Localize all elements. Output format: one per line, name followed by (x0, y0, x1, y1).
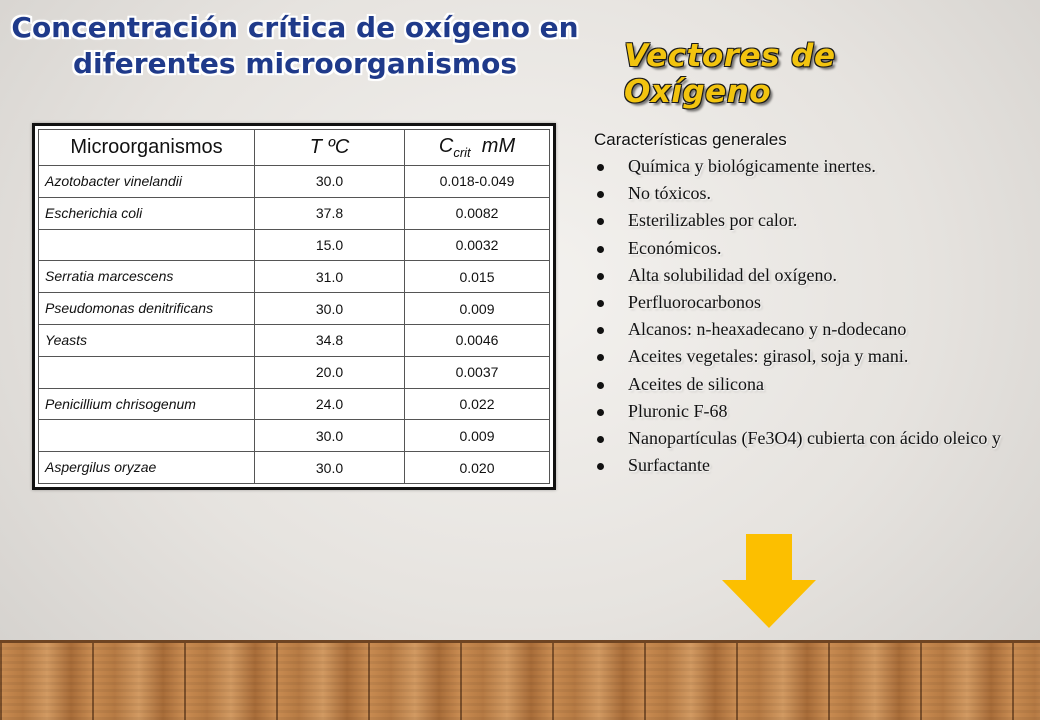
header-ccrit-symbol: C (438, 135, 454, 157)
feature-text: Surfactante (628, 455, 710, 476)
feature-item (594, 291, 1014, 314)
feature-item (594, 373, 1014, 396)
wood-floor (0, 640, 1040, 720)
slide-title-line-1: Concentración crítica de oxígeno en (11, 11, 579, 44)
table-row (39, 293, 550, 325)
header-ccrit-unit: mM (481, 135, 516, 157)
temperature-cell: 30.0 (255, 420, 405, 452)
ccrit-cell: 0.0046 (405, 324, 550, 356)
feature-text: Esterilizables por calor. (628, 210, 798, 231)
header-ccrit (405, 130, 550, 166)
ccrit-cell: 0.020 (405, 452, 550, 484)
ccrit-cell: 0.015 (405, 261, 550, 293)
feature-text: Aceites vegetales: girasol, soja y mani. (628, 346, 909, 367)
ccrit-cell: 0.0082 (405, 197, 550, 229)
bullet-icon (597, 300, 604, 307)
table-body (39, 166, 550, 484)
feature-text: No tóxicos. (628, 183, 711, 204)
feature-text: Alta solubilidad del oxígeno. (628, 264, 837, 285)
ccrit-cell: 0.009 (405, 420, 550, 452)
header-ccrit-subscript: crit (453, 145, 471, 160)
feature-item (594, 155, 1014, 178)
table-header-row (39, 130, 550, 166)
table-row (39, 229, 550, 261)
temperature-cell: 34.8 (255, 324, 405, 356)
feature-text: Alcanos: n-heaxadecano y n-dodecano (628, 319, 907, 340)
bullet-icon (597, 463, 604, 470)
features-heading: Características generales (594, 130, 787, 149)
temperature-cell: 20.0 (255, 356, 405, 388)
bullet-icon (597, 436, 604, 443)
feature-item (594, 209, 1014, 232)
feature-item (594, 400, 1014, 423)
temperature-cell: 24.0 (255, 388, 405, 420)
feature-item (594, 427, 1014, 450)
header-temperature: T ºC (255, 130, 405, 166)
features-panel (594, 130, 1014, 481)
table-row (39, 388, 550, 420)
temperature-cell: 37.8 (255, 197, 405, 229)
bullet-icon (597, 191, 604, 198)
table-row (39, 420, 550, 452)
bullet-icon (597, 382, 604, 389)
feature-text: Nanopartículas (Fe3O4) cubierta con ácido oleico y (628, 427, 1001, 448)
bullet-icon (597, 354, 604, 361)
ccrit-cell: 0.009 (405, 293, 550, 325)
feature-item (594, 318, 1014, 341)
feature-text: Pluronic F-68 (628, 400, 728, 421)
feature-item (594, 454, 1014, 477)
bullet-icon (597, 273, 604, 280)
features-list (594, 155, 1014, 477)
ccrit-cell: 0.0032 (405, 229, 550, 261)
section-wordart-title: Vectores de Oxígeno (624, 38, 836, 110)
arrow-down-icon (722, 534, 816, 628)
feature-item (594, 237, 1014, 260)
bullet-icon (597, 409, 604, 416)
bullet-icon (597, 246, 604, 253)
organism-cell: Aspergilus oryzae (39, 452, 255, 484)
temperature-cell: 15.0 (255, 229, 405, 261)
feature-text: Química y biológicamente inertes. (628, 156, 876, 176)
temperature-cell: 30.0 (255, 452, 405, 484)
table-row (39, 452, 550, 484)
bullet-icon (597, 327, 604, 334)
feature-text: Aceites de silicona (628, 373, 764, 394)
organism-cell: Yeasts (39, 324, 255, 356)
feature-text: Económicos. (628, 237, 722, 258)
organism-cell (39, 229, 255, 261)
organism-cell (39, 356, 255, 388)
bullet-icon (597, 218, 604, 225)
temperature-cell: 30.0 (255, 293, 405, 325)
table-row (39, 356, 550, 388)
table-row (39, 197, 550, 229)
bullet-icon (597, 164, 604, 171)
ccrit-cell: 0.022 (405, 388, 550, 420)
table-row (39, 261, 550, 293)
organism-cell: Azotobacter vinelandii (39, 166, 255, 198)
ccrit-cell: 0.018-0.049 (405, 166, 550, 198)
organism-cell: Penicillium chrisogenum (39, 388, 255, 420)
temperature-cell: 30.0 (255, 166, 405, 198)
organism-cell: Pseudomonas denitrificans (39, 293, 255, 325)
feature-text: Perfluorocarbonos (628, 291, 761, 312)
organism-cell: Escherichia coli (39, 197, 255, 229)
organism-cell (39, 420, 255, 452)
slide-title-line-2: diferentes microorganismos (72, 47, 517, 80)
header-microorganisms: Microorganismos (39, 130, 255, 166)
feature-item (594, 182, 1014, 205)
ccrit-cell: 0.0037 (405, 356, 550, 388)
temperature-cell: 31.0 (255, 261, 405, 293)
table-row (39, 324, 550, 356)
table-row (39, 166, 550, 198)
critical-oxygen-table-image (32, 123, 556, 490)
slide-title (10, 10, 580, 82)
critical-oxygen-table (38, 129, 550, 484)
feature-item (594, 264, 1014, 287)
feature-item (594, 345, 1014, 368)
organism-cell: Serratia marcescens (39, 261, 255, 293)
